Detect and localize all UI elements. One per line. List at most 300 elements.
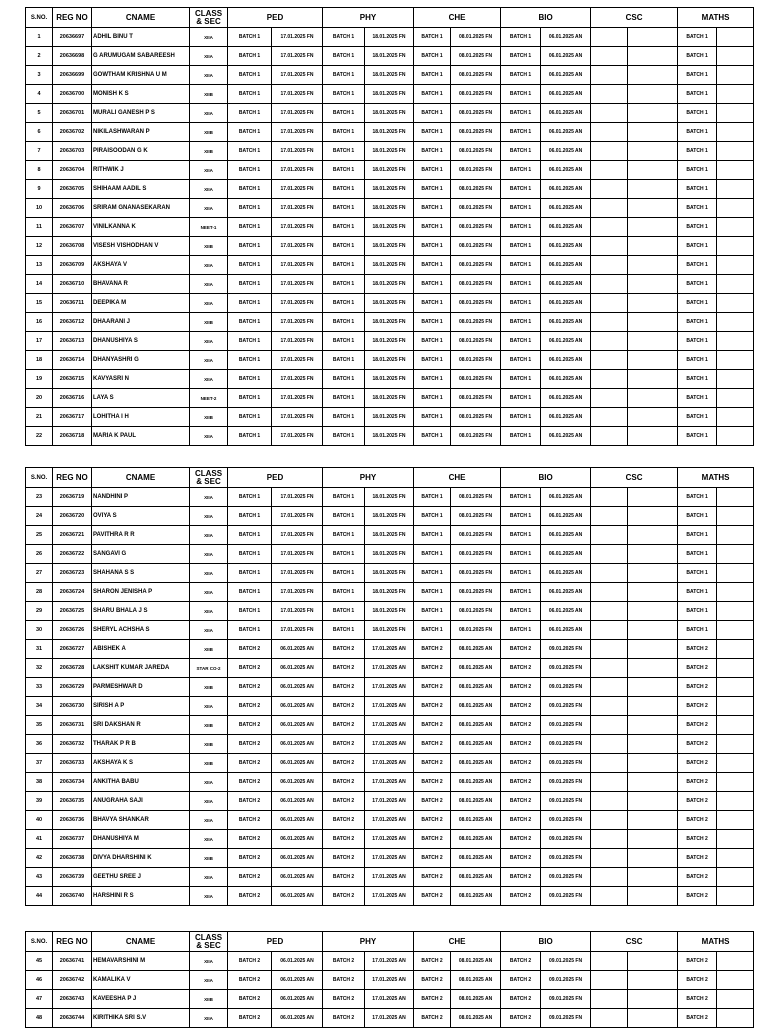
cell-ped-batch: BATCH 1 bbox=[228, 408, 272, 427]
cell-che-date: 08.01.2025 AN bbox=[451, 792, 501, 811]
header-csc: CSC bbox=[591, 8, 678, 28]
cell-cname: ADHIL BINU T bbox=[92, 28, 190, 47]
cell-phy-batch: BATCH 1 bbox=[323, 389, 365, 408]
cell-reg-no: 20636714 bbox=[53, 351, 92, 370]
table-row bbox=[26, 564, 754, 583]
cell-csc-batch bbox=[591, 971, 628, 990]
cell-sno: 41 bbox=[26, 830, 53, 849]
cell-phy-date: 17.01.2025 AN bbox=[365, 990, 414, 1009]
cell-che-date: 08.01.2025 AN bbox=[451, 659, 501, 678]
table-row bbox=[26, 621, 754, 640]
cell-cname: LAYA S bbox=[92, 389, 190, 408]
cell-che-date: 08.01.2025 AN bbox=[451, 678, 501, 697]
cell-class-sec: XIIB bbox=[190, 237, 228, 256]
cell-ped-date: 06.01.2025 AN bbox=[272, 716, 323, 735]
cell-cname: PARMESHWAR D bbox=[92, 678, 190, 697]
cell-reg-no: 20636739 bbox=[53, 868, 92, 887]
cell-maths-batch: BATCH 2 bbox=[678, 697, 717, 716]
cell-maths-batch: BATCH 1 bbox=[678, 602, 717, 621]
cell-csc-batch bbox=[591, 659, 628, 678]
cell-cname: ANKITHA BABU bbox=[92, 773, 190, 792]
cell-class-sec: NEET-1 bbox=[190, 218, 228, 237]
cell-csc-batch bbox=[591, 47, 628, 66]
cell-maths-date bbox=[717, 754, 754, 773]
cell-reg-no: 20636703 bbox=[53, 142, 92, 161]
cell-class-sec: XIIA bbox=[190, 332, 228, 351]
cell-phy-batch: BATCH 1 bbox=[323, 161, 365, 180]
cell-bio-batch: BATCH 1 bbox=[501, 332, 541, 351]
cell-reg-no: 20636711 bbox=[53, 294, 92, 313]
cell-ped-batch: BATCH 1 bbox=[228, 583, 272, 602]
cell-csc-date bbox=[628, 408, 678, 427]
cell-ped-batch: BATCH 1 bbox=[228, 621, 272, 640]
cell-sno: 12 bbox=[26, 237, 53, 256]
cell-bio-batch: BATCH 1 bbox=[501, 256, 541, 275]
cell-class-sec: XIIA bbox=[190, 275, 228, 294]
cell-class-sec: XIIA bbox=[190, 488, 228, 507]
cell-ped-batch: BATCH 2 bbox=[228, 659, 272, 678]
cell-ped-date: 06.01.2025 AN bbox=[272, 735, 323, 754]
cell-maths-date bbox=[717, 332, 754, 351]
cell-bio-date: 06.01.2025 AN bbox=[541, 526, 591, 545]
cell-maths-date bbox=[717, 47, 754, 66]
cell-class-sec: XIIA bbox=[190, 427, 228, 446]
cell-bio-batch: BATCH 1 bbox=[501, 526, 541, 545]
table-row bbox=[26, 602, 754, 621]
header-ped: PED bbox=[228, 8, 323, 28]
table-row bbox=[26, 275, 754, 294]
cell-csc-batch bbox=[591, 408, 628, 427]
cell-ped-batch: BATCH 1 bbox=[228, 313, 272, 332]
cell-phy-batch: BATCH 2 bbox=[323, 971, 365, 990]
cell-csc-batch bbox=[591, 237, 628, 256]
header-ped: PED bbox=[228, 932, 323, 952]
cell-phy-date: 17.01.2025 AN bbox=[365, 952, 414, 971]
cell-bio-date: 06.01.2025 AN bbox=[541, 507, 591, 526]
table-row bbox=[26, 716, 754, 735]
cell-class-sec: XIIB bbox=[190, 990, 228, 1009]
cell-csc-batch bbox=[591, 952, 628, 971]
cell-class-sec: XIIA bbox=[190, 583, 228, 602]
cell-phy-batch: BATCH 1 bbox=[323, 294, 365, 313]
cell-bio-batch: BATCH 1 bbox=[501, 85, 541, 104]
cell-maths-batch: BATCH 2 bbox=[678, 811, 717, 830]
cell-cname: GOWTHAM KRISHNA U M bbox=[92, 66, 190, 85]
cell-che-date: 08.01.2025 FN bbox=[451, 526, 501, 545]
cell-phy-date: 18.01.2025 FN bbox=[365, 66, 414, 85]
table-row bbox=[26, 218, 754, 237]
cell-che-date: 08.01.2025 FN bbox=[451, 294, 501, 313]
header-class-line1: CLASS bbox=[194, 468, 223, 478]
cell-phy-date: 17.01.2025 AN bbox=[365, 773, 414, 792]
cell-maths-date bbox=[717, 28, 754, 47]
cell-bio-date: 06.01.2025 AN bbox=[541, 104, 591, 123]
cell-che-batch: BATCH 1 bbox=[414, 47, 451, 66]
cell-class-sec: XIIB bbox=[190, 123, 228, 142]
cell-class-sec: XIIB bbox=[190, 754, 228, 773]
cell-reg-no: 20636737 bbox=[53, 830, 92, 849]
cell-csc-batch bbox=[591, 488, 628, 507]
cell-maths-batch: BATCH 2 bbox=[678, 971, 717, 990]
cell-cname: LOHITHA I H bbox=[92, 408, 190, 427]
cell-phy-batch: BATCH 1 bbox=[323, 332, 365, 351]
cell-ped-batch: BATCH 2 bbox=[228, 773, 272, 792]
header-row bbox=[26, 8, 754, 28]
cell-che-batch: BATCH 1 bbox=[414, 332, 451, 351]
cell-cname: KAMALIKA V bbox=[92, 971, 190, 990]
cell-csc-batch bbox=[591, 735, 628, 754]
cell-maths-batch: BATCH 1 bbox=[678, 507, 717, 526]
cell-ped-date: 06.01.2025 AN bbox=[272, 971, 323, 990]
table-row bbox=[26, 488, 754, 507]
cell-phy-batch: BATCH 2 bbox=[323, 754, 365, 773]
cell-maths-date bbox=[717, 294, 754, 313]
cell-maths-batch: BATCH 1 bbox=[678, 583, 717, 602]
cell-reg-no: 20636716 bbox=[53, 389, 92, 408]
cell-phy-batch: BATCH 2 bbox=[323, 830, 365, 849]
cell-bio-date: 09.01.2025 FN bbox=[541, 887, 591, 906]
cell-maths-date bbox=[717, 830, 754, 849]
cell-che-date: 08.01.2025 FN bbox=[451, 545, 501, 564]
header-class-line2: & SEC bbox=[196, 16, 221, 26]
cell-reg-no: 20636710 bbox=[53, 275, 92, 294]
table-row bbox=[26, 792, 754, 811]
cell-phy-batch: BATCH 2 bbox=[323, 773, 365, 792]
cell-ped-date: 17.01.2025 FN bbox=[272, 161, 323, 180]
cell-bio-date: 06.01.2025 AN bbox=[541, 427, 591, 446]
cell-bio-batch: BATCH 1 bbox=[501, 621, 541, 640]
cell-phy-batch: BATCH 2 bbox=[323, 659, 365, 678]
cell-maths-batch: BATCH 1 bbox=[678, 526, 717, 545]
cell-bio-batch: BATCH 1 bbox=[501, 583, 541, 602]
cell-class-sec: XIIA bbox=[190, 199, 228, 218]
cell-sno: 47 bbox=[26, 990, 53, 1009]
header-bio: BIO bbox=[501, 8, 591, 28]
cell-bio-date: 06.01.2025 AN bbox=[541, 351, 591, 370]
cell-csc-date bbox=[628, 621, 678, 640]
cell-maths-date bbox=[717, 1009, 754, 1028]
cell-cname: SRI DAKSHAN R bbox=[92, 716, 190, 735]
header-bio: BIO bbox=[501, 468, 591, 488]
cell-bio-date: 09.01.2025 FN bbox=[541, 952, 591, 971]
cell-phy-date: 18.01.2025 FN bbox=[365, 427, 414, 446]
cell-phy-batch: BATCH 1 bbox=[323, 199, 365, 218]
cell-ped-batch: BATCH 1 bbox=[228, 123, 272, 142]
cell-maths-batch: BATCH 2 bbox=[678, 754, 717, 773]
cell-csc-batch bbox=[591, 199, 628, 218]
cell-maths-date bbox=[717, 85, 754, 104]
cell-csc-batch bbox=[591, 161, 628, 180]
table-row bbox=[26, 830, 754, 849]
cell-ped-date: 17.01.2025 FN bbox=[272, 123, 323, 142]
cell-ped-batch: BATCH 1 bbox=[228, 47, 272, 66]
header-maths: MATHS bbox=[678, 932, 754, 952]
cell-csc-batch bbox=[591, 1009, 628, 1028]
cell-phy-batch: BATCH 1 bbox=[323, 370, 365, 389]
cell-reg-no: 20636728 bbox=[53, 659, 92, 678]
cell-phy-date: 18.01.2025 FN bbox=[365, 602, 414, 621]
cell-class-sec: XIIB bbox=[190, 678, 228, 697]
cell-maths-batch: BATCH 1 bbox=[678, 545, 717, 564]
cell-maths-batch: BATCH 2 bbox=[678, 659, 717, 678]
cell-ped-date: 17.01.2025 FN bbox=[272, 218, 323, 237]
cell-maths-date bbox=[717, 640, 754, 659]
cell-csc-batch bbox=[591, 85, 628, 104]
cell-class-sec: XIIA bbox=[190, 621, 228, 640]
cell-phy-batch: BATCH 2 bbox=[323, 990, 365, 1009]
cell-phy-date: 17.01.2025 AN bbox=[365, 716, 414, 735]
cell-phy-date: 18.01.2025 FN bbox=[365, 199, 414, 218]
cell-sno: 35 bbox=[26, 716, 53, 735]
cell-class-sec: XIIA bbox=[190, 104, 228, 123]
cell-maths-date bbox=[717, 868, 754, 887]
cell-sno: 21 bbox=[26, 408, 53, 427]
cell-sno: 8 bbox=[26, 161, 53, 180]
table-row bbox=[26, 332, 754, 351]
cell-bio-date: 06.01.2025 AN bbox=[541, 66, 591, 85]
cell-csc-date bbox=[628, 990, 678, 1009]
cell-che-batch: BATCH 1 bbox=[414, 621, 451, 640]
cell-class-sec: NEET-2 bbox=[190, 389, 228, 408]
header-ped: PED bbox=[228, 468, 323, 488]
cell-csc-batch bbox=[591, 427, 628, 446]
cell-ped-batch: BATCH 1 bbox=[228, 564, 272, 583]
cell-ped-batch: BATCH 2 bbox=[228, 716, 272, 735]
cell-che-batch: BATCH 1 bbox=[414, 66, 451, 85]
cell-cname: THARAK P R B bbox=[92, 735, 190, 754]
cell-csc-date bbox=[628, 351, 678, 370]
cell-ped-date: 17.01.2025 FN bbox=[272, 370, 323, 389]
cell-ped-date: 17.01.2025 FN bbox=[272, 351, 323, 370]
cell-cname: KIRITHIKA SRI S.V bbox=[92, 1009, 190, 1028]
cell-phy-batch: BATCH 1 bbox=[323, 104, 365, 123]
cell-phy-date: 18.01.2025 FN bbox=[365, 47, 414, 66]
cell-maths-batch: BATCH 2 bbox=[678, 849, 717, 868]
cell-sno: 1 bbox=[26, 28, 53, 47]
cell-csc-date bbox=[628, 735, 678, 754]
cell-che-date: 08.01.2025 FN bbox=[451, 507, 501, 526]
cell-csc-date bbox=[628, 488, 678, 507]
cell-che-batch: BATCH 1 bbox=[414, 602, 451, 621]
cell-reg-no: 20636697 bbox=[53, 28, 92, 47]
cell-csc-date bbox=[628, 830, 678, 849]
cell-ped-date: 17.01.2025 FN bbox=[272, 104, 323, 123]
cell-phy-date: 18.01.2025 FN bbox=[365, 85, 414, 104]
cell-che-date: 08.01.2025 FN bbox=[451, 256, 501, 275]
cell-che-batch: BATCH 1 bbox=[414, 526, 451, 545]
cell-csc-date bbox=[628, 104, 678, 123]
table-row bbox=[26, 640, 754, 659]
cell-ped-batch: BATCH 1 bbox=[228, 526, 272, 545]
cell-ped-batch: BATCH 1 bbox=[228, 545, 272, 564]
cell-che-date: 08.01.2025 FN bbox=[451, 621, 501, 640]
cell-maths-batch: BATCH 2 bbox=[678, 868, 717, 887]
cell-maths-batch: BATCH 2 bbox=[678, 887, 717, 906]
cell-sno: 31 bbox=[26, 640, 53, 659]
cell-phy-batch: BATCH 1 bbox=[323, 275, 365, 294]
cell-csc-date bbox=[628, 370, 678, 389]
cell-csc-batch bbox=[591, 218, 628, 237]
cell-sno: 2 bbox=[26, 47, 53, 66]
cell-cname: PIRAISOODAN G K bbox=[92, 142, 190, 161]
cell-sno: 48 bbox=[26, 1009, 53, 1028]
header-cname: CNAME bbox=[92, 468, 190, 488]
cell-class-sec: XIIA bbox=[190, 952, 228, 971]
cell-cname: OVIYA S bbox=[92, 507, 190, 526]
cell-che-batch: BATCH 1 bbox=[414, 28, 451, 47]
cell-cname: GEETHU SREE J bbox=[92, 868, 190, 887]
cell-maths-date bbox=[717, 427, 754, 446]
cell-maths-date bbox=[717, 545, 754, 564]
table-row bbox=[26, 526, 754, 545]
cell-ped-date: 06.01.2025 AN bbox=[272, 990, 323, 1009]
cell-reg-no: 20636717 bbox=[53, 408, 92, 427]
cell-phy-batch: BATCH 2 bbox=[323, 849, 365, 868]
cell-class-sec: XIIB bbox=[190, 640, 228, 659]
cell-reg-no: 20636707 bbox=[53, 218, 92, 237]
cell-ped-date: 06.01.2025 AN bbox=[272, 849, 323, 868]
cell-bio-date: 06.01.2025 AN bbox=[541, 602, 591, 621]
cell-csc-batch bbox=[591, 773, 628, 792]
cell-reg-no: 20636704 bbox=[53, 161, 92, 180]
cell-sno: 18 bbox=[26, 351, 53, 370]
cell-che-date: 08.01.2025 FN bbox=[451, 47, 501, 66]
cell-csc-date bbox=[628, 507, 678, 526]
cell-reg-no: 20636701 bbox=[53, 104, 92, 123]
cell-sno: 40 bbox=[26, 811, 53, 830]
cell-che-date: 08.01.2025 AN bbox=[451, 735, 501, 754]
cell-che-batch: BATCH 1 bbox=[414, 142, 451, 161]
cell-sno: 22 bbox=[26, 427, 53, 446]
cell-reg-no: 20636720 bbox=[53, 507, 92, 526]
cell-csc-date bbox=[628, 868, 678, 887]
cell-che-date: 08.01.2025 FN bbox=[451, 488, 501, 507]
cell-bio-date: 09.01.2025 FN bbox=[541, 811, 591, 830]
cell-reg-no: 20636721 bbox=[53, 526, 92, 545]
cell-csc-date bbox=[628, 199, 678, 218]
cell-maths-batch: BATCH 2 bbox=[678, 952, 717, 971]
cell-maths-batch: BATCH 2 bbox=[678, 735, 717, 754]
cell-sno: 11 bbox=[26, 218, 53, 237]
header-row bbox=[26, 468, 754, 488]
cell-ped-batch: BATCH 2 bbox=[228, 971, 272, 990]
cell-cname: KAVEESHA P J bbox=[92, 990, 190, 1009]
cell-che-batch: BATCH 2 bbox=[414, 952, 451, 971]
cell-maths-date bbox=[717, 583, 754, 602]
table-row bbox=[26, 47, 754, 66]
cell-reg-no: 20636734 bbox=[53, 773, 92, 792]
cell-bio-date: 09.01.2025 FN bbox=[541, 830, 591, 849]
cell-sno: 6 bbox=[26, 123, 53, 142]
cell-sno: 28 bbox=[26, 583, 53, 602]
cell-bio-batch: BATCH 1 bbox=[501, 123, 541, 142]
cell-class-sec: XIIA bbox=[190, 294, 228, 313]
cell-maths-date bbox=[717, 952, 754, 971]
cell-che-batch: BATCH 1 bbox=[414, 583, 451, 602]
cell-maths-batch: BATCH 1 bbox=[678, 275, 717, 294]
cell-ped-date: 17.01.2025 FN bbox=[272, 66, 323, 85]
cell-csc-date bbox=[628, 294, 678, 313]
cell-csc-date bbox=[628, 28, 678, 47]
cell-csc-date bbox=[628, 256, 678, 275]
cell-che-batch: BATCH 2 bbox=[414, 1009, 451, 1028]
cell-phy-date: 18.01.2025 FN bbox=[365, 389, 414, 408]
cell-maths-date bbox=[717, 526, 754, 545]
cell-maths-date bbox=[717, 142, 754, 161]
cell-ped-date: 06.01.2025 AN bbox=[272, 792, 323, 811]
cell-phy-date: 17.01.2025 AN bbox=[365, 887, 414, 906]
cell-cname: BHAVANA R bbox=[92, 275, 190, 294]
cell-bio-batch: BATCH 1 bbox=[501, 427, 541, 446]
cell-che-batch: BATCH 2 bbox=[414, 697, 451, 716]
cell-phy-batch: BATCH 1 bbox=[323, 507, 365, 526]
cell-bio-batch: BATCH 1 bbox=[501, 408, 541, 427]
cell-class-sec: XIIA bbox=[190, 351, 228, 370]
cell-che-date: 08.01.2025 FN bbox=[451, 142, 501, 161]
cell-phy-batch: BATCH 1 bbox=[323, 47, 365, 66]
table-row bbox=[26, 104, 754, 123]
cell-bio-date: 09.01.2025 FN bbox=[541, 868, 591, 887]
cell-cname: PAVITHRA R R bbox=[92, 526, 190, 545]
cell-ped-date: 06.01.2025 AN bbox=[272, 952, 323, 971]
cell-phy-date: 18.01.2025 FN bbox=[365, 123, 414, 142]
cell-phy-batch: BATCH 2 bbox=[323, 811, 365, 830]
cell-class-sec: XIIA bbox=[190, 792, 228, 811]
cell-che-batch: BATCH 2 bbox=[414, 640, 451, 659]
cell-che-date: 08.01.2025 FN bbox=[451, 332, 501, 351]
cell-phy-batch: BATCH 2 bbox=[323, 952, 365, 971]
cell-phy-date: 18.01.2025 FN bbox=[365, 408, 414, 427]
cell-bio-date: 09.01.2025 FN bbox=[541, 792, 591, 811]
cell-reg-no: 20636705 bbox=[53, 180, 92, 199]
cell-reg-no: 20636712 bbox=[53, 313, 92, 332]
cell-che-date: 08.01.2025 FN bbox=[451, 408, 501, 427]
table-row bbox=[26, 142, 754, 161]
cell-cname: KAVYASRI N bbox=[92, 370, 190, 389]
cell-bio-batch: BATCH 2 bbox=[501, 952, 541, 971]
cell-bio-date: 06.01.2025 AN bbox=[541, 142, 591, 161]
cell-bio-date: 06.01.2025 AN bbox=[541, 85, 591, 104]
cell-ped-batch: BATCH 2 bbox=[228, 830, 272, 849]
cell-phy-batch: BATCH 1 bbox=[323, 621, 365, 640]
cell-cname: SHARON JENISHA P bbox=[92, 583, 190, 602]
cell-cname: SRIRAM GNANASEKARAN bbox=[92, 199, 190, 218]
cell-class-sec: XIIB bbox=[190, 716, 228, 735]
cell-ped-date: 06.01.2025 AN bbox=[272, 773, 323, 792]
cell-sno: 38 bbox=[26, 773, 53, 792]
header-che: CHE bbox=[414, 8, 501, 28]
cell-maths-date bbox=[717, 66, 754, 85]
cell-ped-date: 17.01.2025 FN bbox=[272, 602, 323, 621]
cell-phy-batch: BATCH 2 bbox=[323, 697, 365, 716]
header-regno: REG NO bbox=[53, 932, 92, 952]
cell-sno: 29 bbox=[26, 602, 53, 621]
table-row bbox=[26, 180, 754, 199]
cell-sno: 9 bbox=[26, 180, 53, 199]
cell-csc-batch bbox=[591, 621, 628, 640]
cell-bio-date: 09.01.2025 FN bbox=[541, 735, 591, 754]
cell-phy-batch: BATCH 1 bbox=[323, 564, 365, 583]
cell-cname: LAKSHIT KUMAR JAREDA bbox=[92, 659, 190, 678]
header-sno: S.NO. bbox=[26, 468, 53, 488]
cell-phy-date: 17.01.2025 AN bbox=[365, 697, 414, 716]
cell-class-sec: XIIB bbox=[190, 408, 228, 427]
cell-ped-date: 06.01.2025 AN bbox=[272, 830, 323, 849]
cell-csc-batch bbox=[591, 868, 628, 887]
cell-che-batch: BATCH 1 bbox=[414, 427, 451, 446]
cell-che-date: 08.01.2025 FN bbox=[451, 28, 501, 47]
cell-ped-date: 17.01.2025 FN bbox=[272, 545, 323, 564]
